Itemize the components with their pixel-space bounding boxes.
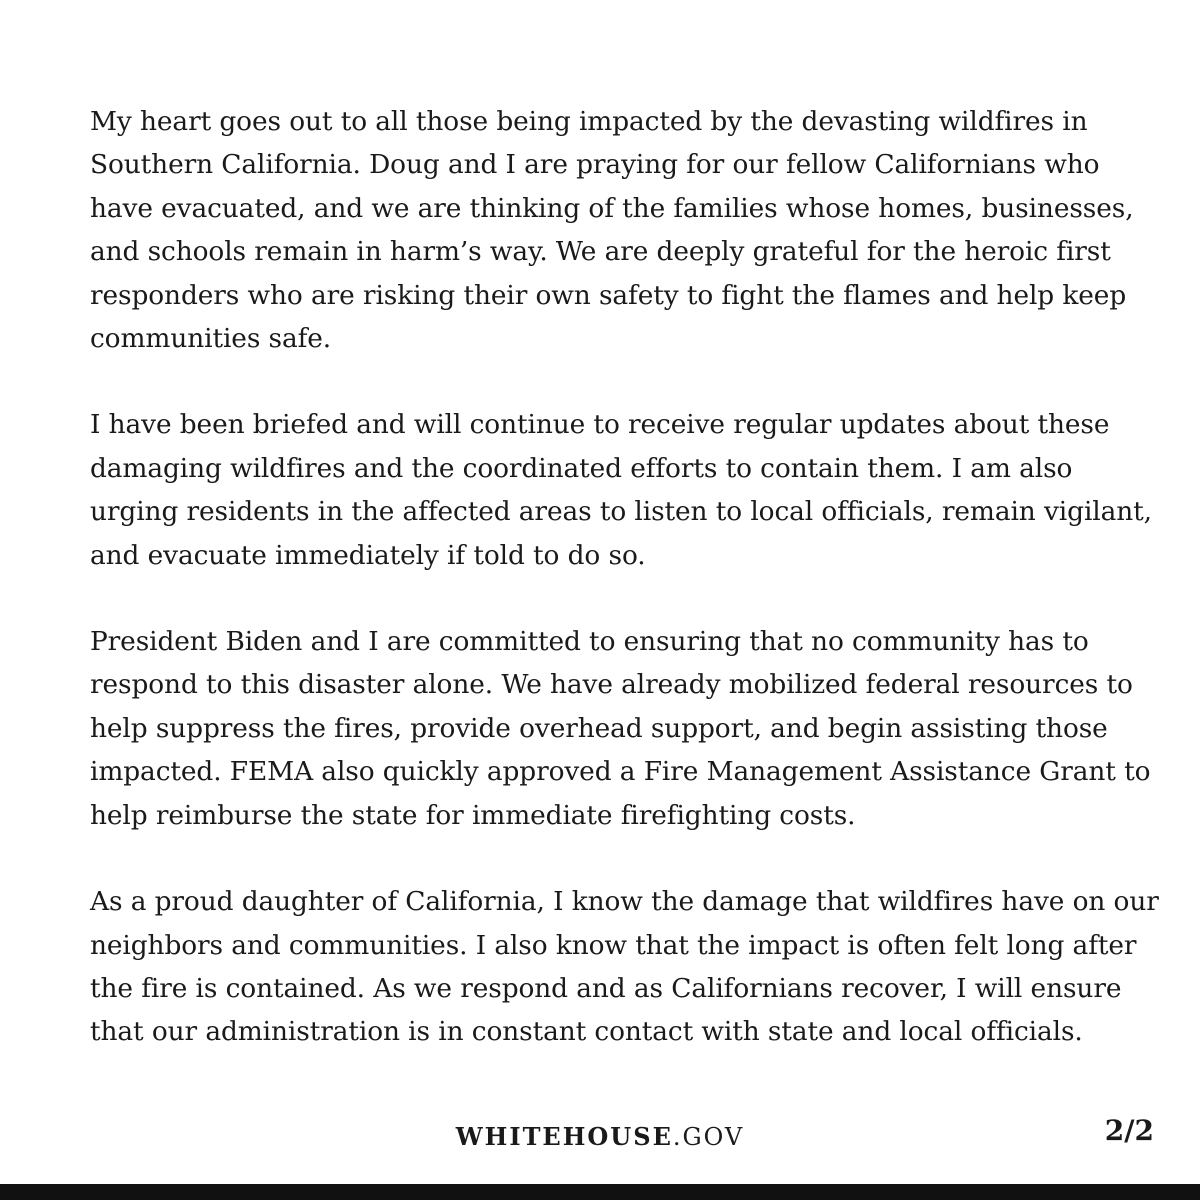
whitehouse-gov-wordmark [0,1122,1200,1151]
text-line: damaging wildfires and the coordinated efforts to contain them. I am also [90,452,1073,484]
text-line: communities safe. [90,323,332,355]
text-line: Southern California. Doug and I are praying for our fellow Californians who [90,149,1100,181]
text-line: impacted. FEMA also quickly approved a Fire Management Assistance Grant to [90,756,1151,788]
text-line: neighbors and communities. I also know that the impact is often felt long after [90,929,1137,961]
text-line: help suppress the fires, provide overhead support, and begin assisting those [90,712,1108,744]
text-line: President Biden and I are committed to ensuring that no community has to [90,626,1089,658]
statement-paragraph-1 [90,100,1134,360]
text-line: the fire is contained. As we respond and as Californians recover, I will ensure [90,972,1122,1004]
statement-paragraph-3 [90,620,1151,837]
text-line: As a proud daughter of California, I know the damage that wildfires have on our [90,886,1159,918]
text-line: urging residents in the affected areas to listen to local officials, remain vigilant, [90,496,1152,528]
text-line: respond to this disaster alone. We have already mobilized federal resources to [90,669,1133,701]
statement-paragraph-2 [90,403,1152,577]
text-line: and evacuate immediately if told to do so. [90,539,646,571]
text-line: and schools remain in harm’s way. We are deeply grateful for the heroic first [90,236,1111,268]
text-line: that our administration is in constant contact with state and local officials. [90,1016,1083,1048]
brand-name: WHITEHOUSE [455,1122,673,1151]
text-line: I have been briefed and will continue to receive regular updates about these [90,409,1110,441]
bottom-bar [0,1184,1200,1200]
text-line: My heart goes out to all those being impacted by the devasting wildfires in [90,106,1088,137]
text-line: have evacuated, and we are thinking of the families whose homes, businesses, [90,192,1134,224]
page-number: 2/2 [1104,1114,1154,1147]
statement-paragraph-4 [90,880,1159,1054]
brand-domain: .GOV [672,1123,745,1151]
text-line: help reimburse the state for immediate firefighting costs. [90,799,856,831]
text-line: responders who are risking their own safety to fight the flames and help keep [90,279,1127,311]
statement-body [90,100,1159,1097]
